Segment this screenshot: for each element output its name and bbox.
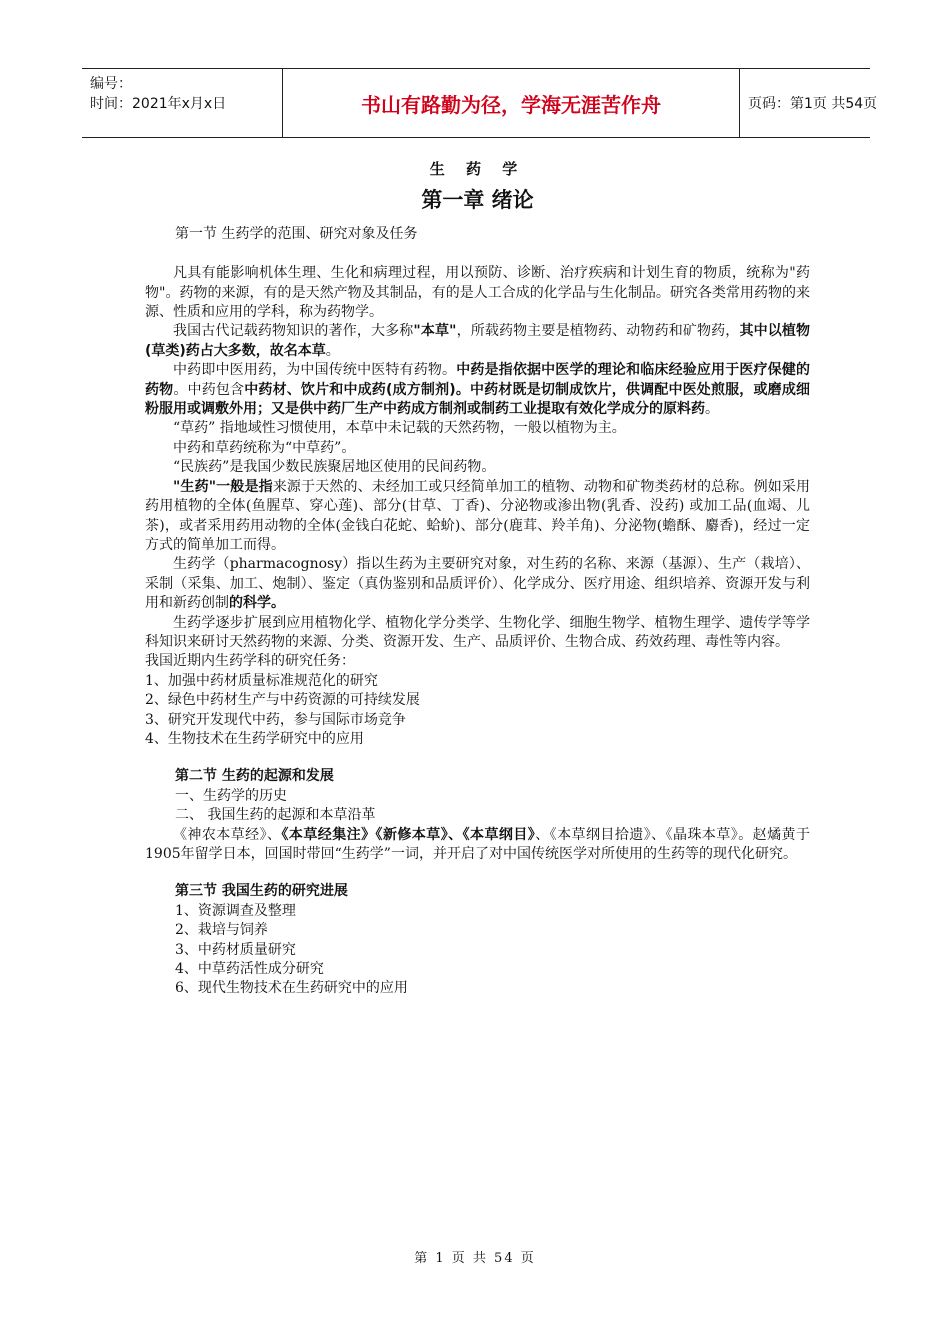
list-item: 6、现代生物技术在生药研究中的应用 [175,980,408,997]
page-footer: 第 1 页 共 54 页 [414,1251,536,1266]
list-item: 4、生物技术在生药学研究中的应用 [145,730,364,747]
paragraph: “民族药”是我国少数民族聚居地区使用的民间药物。 [173,459,496,476]
paragraph: 生药学（pharmacognosy）指以生药为主要研究对象，对生药的名称、来源（基源）、生产（栽培）、采制（采集、加工、炮制）、鉴定（真伪鉴别和品质评价）、化学成分、医疗用途、组织培养、资源开发与利用和新药创制的科学。 [145,556,810,612]
list-item: 2、栽培与饲养 [175,922,268,939]
header-slogan: 书山有路勤为径，学海无涯苦作舟 [282,69,740,137]
header-number: 编号： [90,76,132,92]
header-meta [82,69,282,137]
section-3-heading: 第三节 我国生药的研究进展 [175,883,348,900]
list-item: 3、研究开发现代中药，参与国际市场竞争 [145,711,406,728]
list-item: 一、生药学的历史 [175,787,287,804]
section-2-heading: 第二节 生药的起源和发展 [175,768,334,785]
paragraph: 生药学逐步扩展到应用植物化学、植物化学分类学、生物化学、细胞生物学、植物生理学、遗传学等学科知识来研讨天然药物的来源、分类、资源开发、生产、品质评价、生物合成、药效药理、毒性等内容。 [145,614,810,650]
list-item: 1、资源调查及整理 [175,902,296,919]
header-time: 时间：2021年x月x日 [90,96,227,112]
paragraph: 中药和草药统称为“中草药”。 [173,439,356,456]
tasks-intro: 我国近期内生药学科的研究任务： [145,653,355,670]
document-body [145,150,810,999]
list-item: 3、中药材质量研究 [175,941,296,958]
header-page-info: 页码：第1页 共54页 [748,96,878,112]
paragraph: 中药即中医用药，为中国传统中医特有药物。中药是指依据中医学的理论和临床经验应用于医疗保健的药物。中药包含中药材、饮片和中成药(成方制剂)。中药材既是切制成饮片，供调配中医处煎服，或磨成细粉服用或调敷外用；又是供中药厂生产中药成方制剂或制药工业提取有效化学成分的原料药。 [145,362,811,418]
paragraph: “草药” 指地域性习惯使用，本草中未记载的天然药物，一般以植物为主。 [173,420,626,437]
paragraph: 我国古代记载药物知识的著作，大多称"本草"，所载药物主要是植物药、动物药和矿物药，其中以植物(草类)药占大多数，故名本草。 [145,323,811,359]
paragraph: "生药"一般是指来源于天然的、未经加工或只经简单加工的植物、动物和矿物类药材的总称。例如采用药用植物的全体(鱼腥草、穿心莲)、部分(甘草、丁香)、分泌物或渗出物(乳香、没药) 或加工品(血竭、儿茶)，或者采用药用动物的全体(金钱白花蛇、蛤蚧)、部分(鹿茸、羚羊角)、分泌物(蟾酥、麝香)，经过一定方式的简单加工而得。 [145,478,810,553]
list-item: 4、中草药活性成分研究 [175,961,324,978]
list-item: 二、 我国生药的起源和本草沿革 [175,807,376,824]
chapter-title: 第一章 绪论 [421,188,534,213]
list-item: 2、绿色中药材生产与中药资源的可持续发展 [145,692,420,709]
paragraph: 《神农本草经》、《本草经集注》《新修本草》、《本草纲目》、《本草纲目拾遗》、《晶珠本草》。赵燏黄于1905年留学日本，回国时带回“生药学”一词，并开启了对中国传统医学对所使用的生药等的现代化研究。 [145,826,810,862]
list-item: 1、加强中药材质量标准规范化的研究 [145,672,378,689]
page-header [82,68,878,138]
section-1-heading: 第一节 生药学的范围、研究对象及任务 [175,225,418,242]
doc-title: 生 药 学 [429,160,526,178]
paragraph: 凡具有能影响机体生理、生化和病理过程，用以预防、诊断、治疗疾病和计划生育的物质，统称为"药物"。药物的来源，有的是天然产物及其制品，有的是人工合成的化学品与生化制品。研究各类常用药物的来源、性质和应用的学科，称为药物学。 [145,265,810,321]
